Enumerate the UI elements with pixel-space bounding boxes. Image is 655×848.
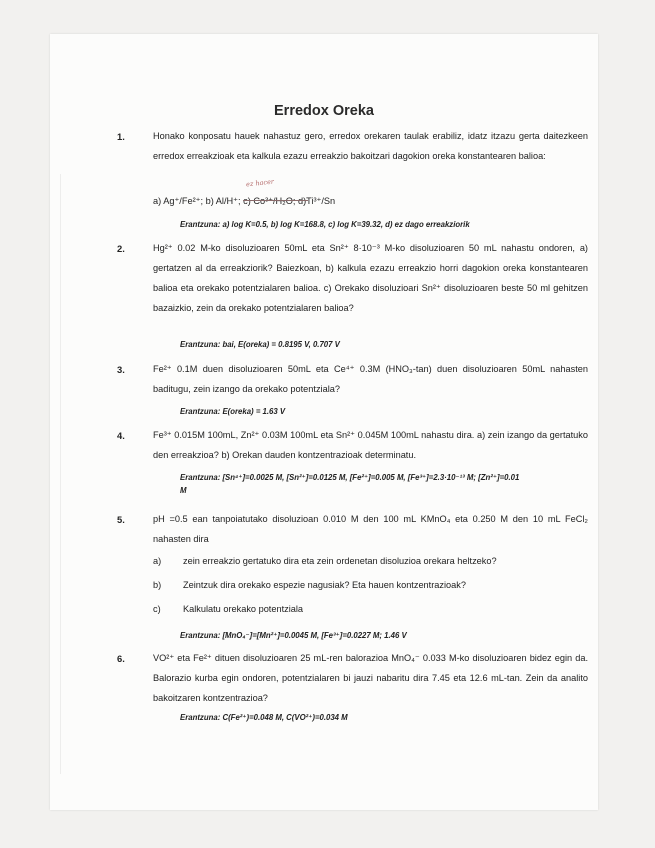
handwritten-strikethrough xyxy=(243,200,308,201)
question-text: Fe³⁺ 0.015M 100mL, Zn²⁺ 0.03M 100mL eta Sn²⁺ 0.045M 100mL nahastu dira. a) zein izango da gertatuko den erreakzioa? b) Orekan dauden kontzentrazioak determinatu. xyxy=(153,430,588,460)
question-text: pH =0.5 ean tanpoiatutako disoluzioan 0.010 M den 100 mL KMnO₄ eta 0.250 M den 10 mL FeCl₂ nahasten dira xyxy=(153,514,588,544)
page-title: Erredox Oreka xyxy=(274,103,374,119)
question-number: 4. xyxy=(117,430,125,441)
sub-question-a xyxy=(153,556,497,566)
handwritten-note: ez hacer xyxy=(245,177,275,189)
question-number: 3. xyxy=(117,364,125,375)
sub-question-label: b) xyxy=(153,580,162,590)
question-text: Hg²⁺ 0.02 M-ko disoluzioaren 50mL eta Sn²⁺ 8·10⁻³ M-ko disoluzioaren 50 mL nahastu ondoren, a) gertatzen al da erreakziorik? Baiezkoan, b) kalkula ezazu erreakzio horri dagokion oreka konstantearen balioa eta orekako potentzialaren balioa. c) Orekako disoluzioari Sn²⁺ disoluzioaren beste 50 ml gehitzen bazaizkio, zein da orekako potentzialaren balioa? xyxy=(153,243,588,313)
answer-2: Erantzuna: bai, E(oreka) = 0.8195 V, 0.707 V xyxy=(180,340,340,349)
answer-4: Erantzuna: [Sn⁴⁺]=0.0025 M, [Sn²⁺]=0.0125 M, [Fe²⁺]=0.005 M, [Fe³⁺]=2.3·10⁻¹³ M; [Zn²⁺]=0.01 M xyxy=(180,473,520,495)
sub-question-text: Kalkulatu orekako potentziala xyxy=(183,604,304,614)
sub-question-text: zein erreakzio gertatuko dira eta zein ordenetan disoluzioa orekara heltzeko? xyxy=(183,556,497,566)
sub-question-b xyxy=(153,580,466,590)
question-text: Fe²⁺ 0.1M duen disoluzioaren 50mL eta Ce⁴⁺ 0.3M (HNO₃-tan) duen disoluzioaren 50mL nahasten baditugu, zein izango da orekako potentziala? xyxy=(153,364,588,394)
sub-question-text: Zeintzuk dira orekako espezie nagusiak? Eta hauen kontzentrazioak? xyxy=(183,580,466,590)
question-number: 2. xyxy=(117,243,125,254)
question-number: 5. xyxy=(117,514,125,525)
question-number: 1. xyxy=(117,131,125,142)
question-text: Honako konposatu hauek nahastuz gero, erredox orekaren taulak erabiliz, idatz itzazu gerta daitezkeen erredox erreakzioak eta kalkula ezazu erreakzio bakoitzari dagokion oreka konstantearen balioa: xyxy=(153,131,588,161)
scan-shadow xyxy=(60,174,61,774)
question-text: VO²⁺ eta Fe²⁺ dituen disoluzioaren 25 mL-ren balorazioa MnO₄⁻ 0.033 M-ko disoluzioaren bidez egin da. Balorazio kurba egin ondoren, potentzialaren bi jauzi nabaritu dira 7.45 eta 12.6 mL-tan. Zein da analito bakoitzaren kontzentrazioa? xyxy=(153,653,588,703)
document-page xyxy=(50,34,598,810)
answer-3: Erantzuna: E(oreka) = 1.63 V xyxy=(180,407,286,416)
answer-5: Erantzuna: [MnO₄⁻]=[Mn²⁺]=0.0045 M, [Fe³⁺]=0.0227 M; 1.46 V xyxy=(180,631,407,640)
question-options: a) Ag⁺/Fe²⁺; b) Al/H⁺; c) Co³⁺/H₂O; d)Ti³⁺/Sn xyxy=(153,196,336,206)
answer-6: Erantzuna: C(Fe²⁺)=0.048 M, C(VO²⁺)=0.034 M xyxy=(180,713,348,722)
question-number: 6. xyxy=(117,653,125,664)
answer-1: Erantzuna: a) log K=0.5, b) log K=168.8, c) log K=39.32, d) ez dago erreakziorik xyxy=(180,220,470,229)
sub-question-label: c) xyxy=(153,604,161,614)
sub-question-c xyxy=(153,604,303,614)
sub-question-label: a) xyxy=(153,556,162,566)
